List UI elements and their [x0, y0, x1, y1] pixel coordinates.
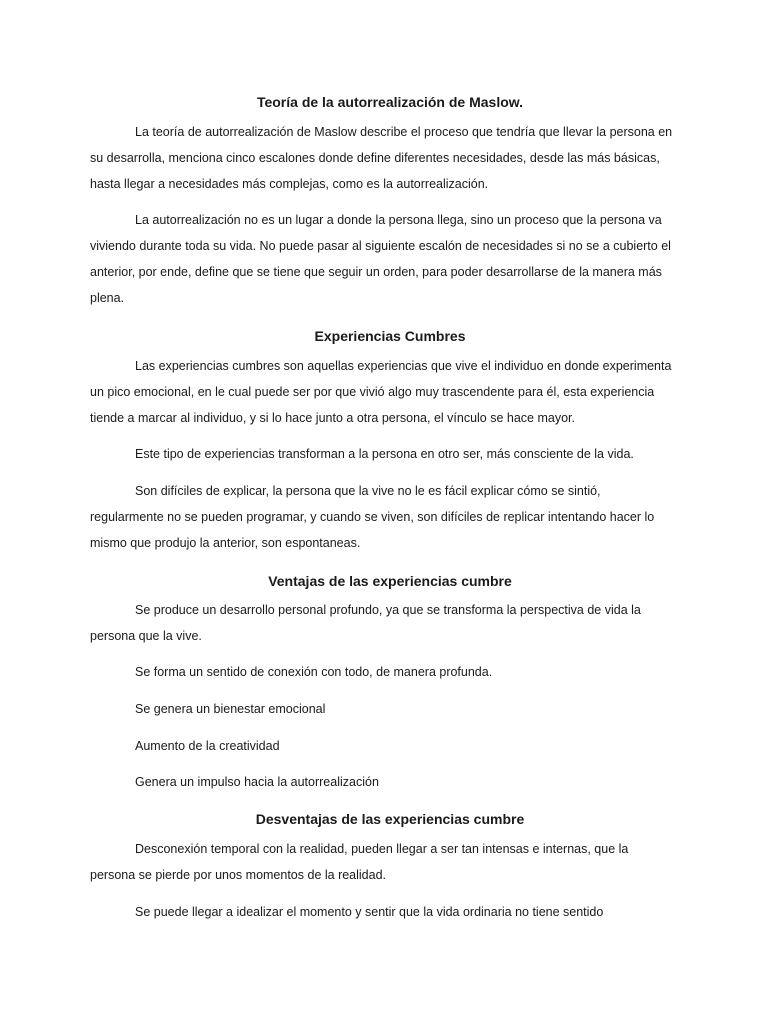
paragraph-line: plena. — [90, 291, 125, 305]
paragraph — [90, 659, 690, 685]
paragraph — [90, 353, 690, 431]
paragraph-line: viviendo durante toda su vida. No puede pasar al siguiente escalón de necesidades si no se a cubierto el — [90, 239, 671, 253]
paragraph-line: Genera un impulso hacia la autorrealización — [135, 775, 379, 789]
paragraph — [90, 769, 690, 795]
paragraph-line: Desconexión temporal con la realidad, pueden llegar a ser tan intensas e internas, que la — [135, 842, 629, 856]
section-heading-ventajas: Ventajas de las experiencias cumbre — [268, 573, 512, 589]
paragraph-line: Se produce un desarrollo personal profundo, ya que se transforma la perspectiva de vida la — [135, 603, 641, 617]
paragraph-line: su desarrolla, menciona cinco escalones donde define diferentes necesidades, desde las más básicas, — [90, 151, 660, 165]
paragraph — [90, 836, 690, 888]
section-heading-desventajas: Desventajas de las experiencias cumbre — [255, 811, 525, 827]
paragraph-line: Las experiencias cumbres son aquellas experiencias que vive el individuo en donde experimenta — [135, 359, 672, 373]
paragraph-line: Son difíciles de explicar, la persona que la vive no le es fácil explicar cómo se sintió, — [135, 484, 601, 498]
paragraph-line: La autorrealización no es un lugar a donde la persona llega, sino un proceso que la persona va — [135, 213, 662, 227]
paragraph-line: mismo que produjo la anterior, son espontaneas. — [90, 536, 361, 550]
paragraph — [90, 119, 690, 197]
section-heading-experiencias-cumbres: Experiencias Cumbres — [314, 328, 466, 344]
paragraph-line: persona se pierde por unos momentos de la realidad. — [90, 868, 387, 882]
paragraph — [90, 478, 690, 556]
paragraph — [90, 441, 690, 467]
paragraph-line: Se forma un sentido de conexión con todo, de manera profunda. — [135, 665, 493, 679]
paragraph-line: tiende a marcar al individuo, y si lo hace junto a otra persona, el vínculo se hace mayor. — [90, 411, 575, 425]
paragraph-line: Se genera un bienestar emocional — [135, 702, 326, 716]
paragraph-line: Este tipo de experiencias transforman a la persona en otro ser, más consciente de la vida. — [135, 447, 634, 461]
paragraph-line: La teoría de autorrealización de Maslow describe el proceso que tendría que llevar la persona en — [135, 125, 673, 139]
paragraph — [90, 207, 690, 311]
paragraph-line: persona que la vive. — [90, 629, 202, 643]
paragraph-line: anterior, por ende, define que se tiene que seguir un orden, para poder desarrollarse de la manera más — [90, 265, 662, 279]
paragraph — [90, 696, 690, 722]
paragraph-line: un pico emocional, en le cual puede ser por que vivió algo muy trascendente para él, esta experiencia — [90, 385, 655, 399]
paragraph-line: regularmente no se pueden programar, y cuando se viven, son difíciles de replicar intentando hacer lo — [90, 510, 655, 524]
paragraph — [90, 733, 690, 759]
paragraph-line: Aumento de la creatividad — [135, 739, 280, 753]
paragraph-line: Se puede llegar a idealizar el momento y sentir que la vida ordinaria no tiene sentido — [135, 905, 604, 919]
section-heading-maslow: Teoría de la autorrealización de Maslow. — [256, 94, 524, 110]
paragraph — [90, 899, 690, 925]
paragraph — [90, 597, 690, 649]
paragraph-line: hasta llegar a necesidades más complejas, como es la autorrealización. — [90, 177, 489, 191]
